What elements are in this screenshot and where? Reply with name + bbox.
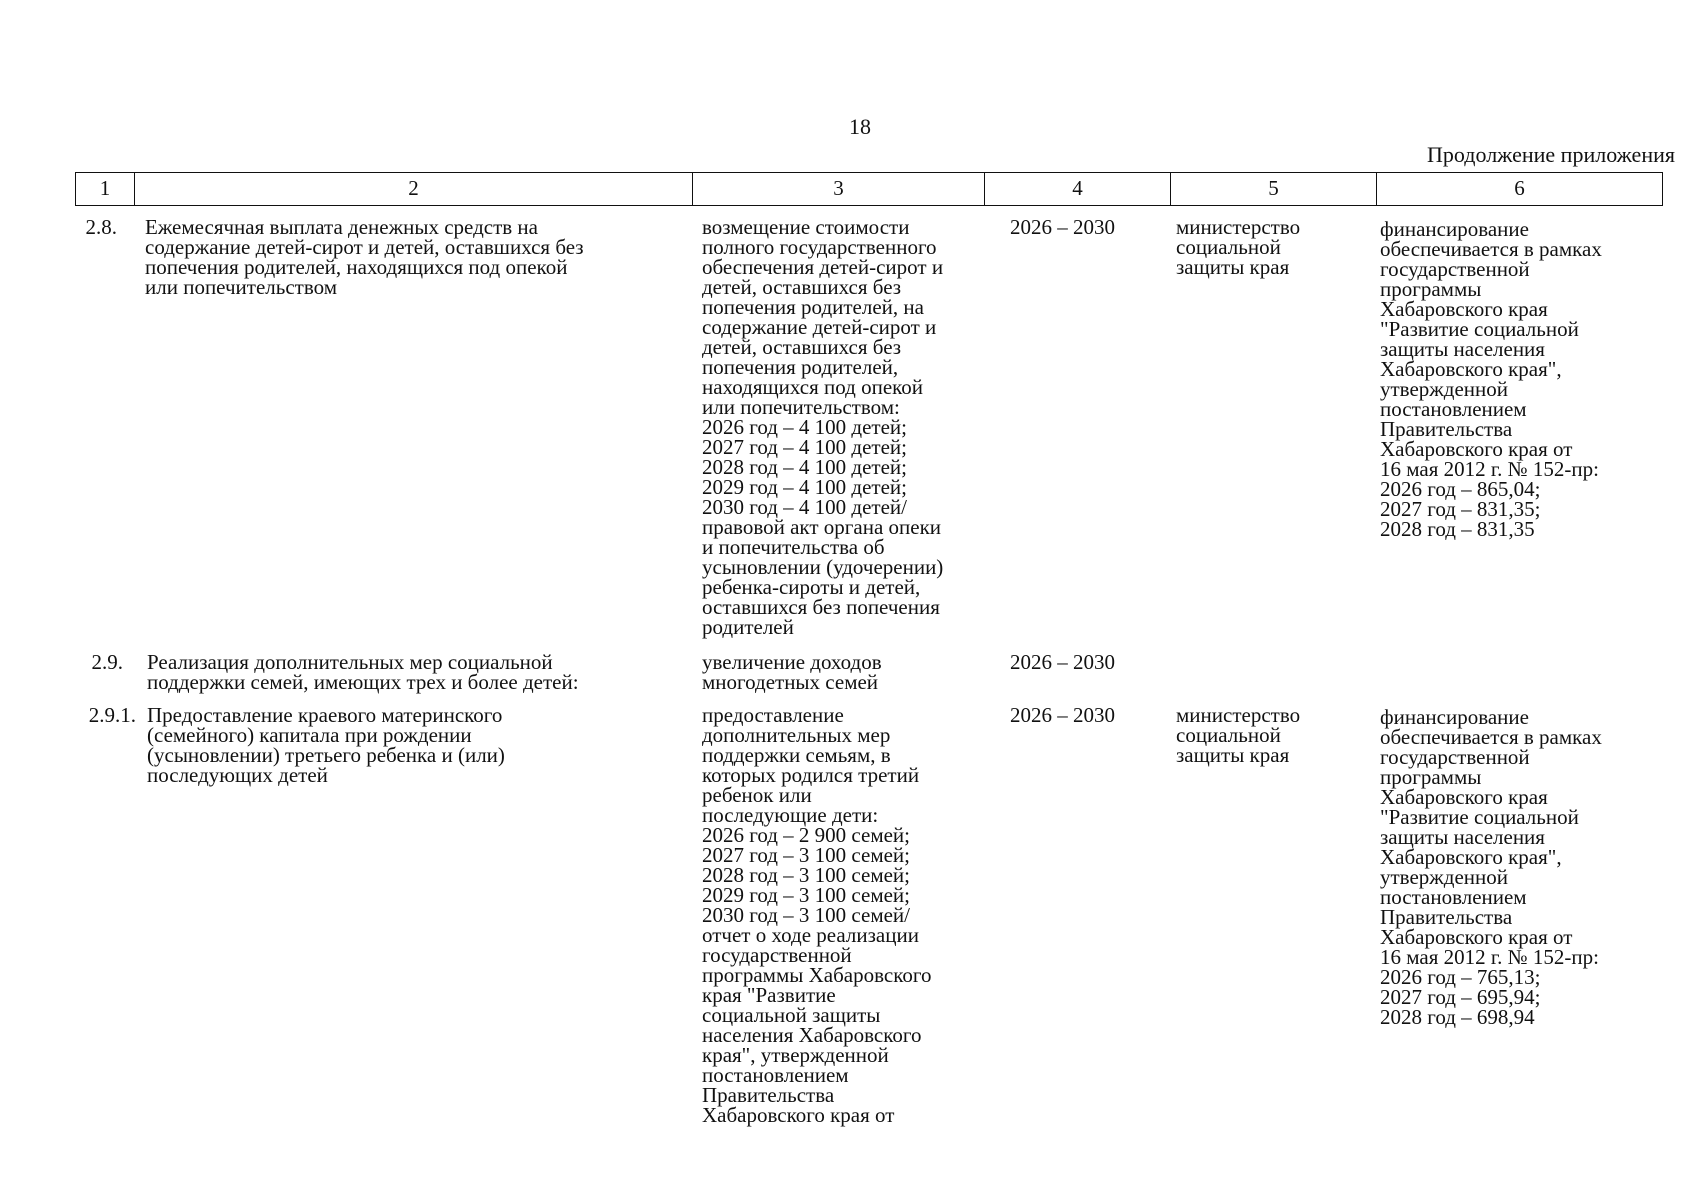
row-executor: министерство социальной защиты края: [1176, 703, 1301, 767]
header-cell-3: 3: [692, 173, 984, 205]
row-result: увеличение доходов многодетных семей: [702, 650, 882, 694]
header-cell-5: 5: [1170, 173, 1376, 205]
row-financing: финансирование обеспечивается в рамках государственной программы Хабаровского края "Развитие социальной защиты населения Хабаровского края", утвержденной постановлением Правительства Хабаровского края от 16 мая 2012 г. № 152-пр: 2026 год – 765,13; 2027 год – 695,94; 2028 год – 698,94: [1380, 705, 1602, 1029]
row-number: 2.9.1.: [88, 703, 136, 727]
row-number: 2.9.: [91, 650, 123, 674]
row-activity-name: Ежемесячная выплата денежных средств на содержание детей-сирот и детей, оставшихся без попечения родителей, находящихся под опекой или попечительством: [145, 215, 584, 299]
header-cell-6: 6: [1376, 173, 1662, 205]
row-activity-name: Предоставление краевого материнского (семейного) капитала при рождении (усыновлении) третьего ребенка и (или) последующих детей: [147, 703, 505, 787]
row-financing: финансирование обеспечивается в рамках государственной программы Хабаровского края "Развитие социальной защиты населения Хабаровского края", утвержденной постановлением Правительства Хабаровского края от 16 мая 2012 г. № 152-пр: 2026 год – 865,04; 2027 год – 831,35; 2028 год – 831,35: [1380, 217, 1602, 541]
row-result: предоставление дополнительных мер поддержки семьям, в которых родился третий ребенок или последующие дети: 2026 год – 2 900 семей; 2027 год – 3 100 семей; 2028 год – 3 100 семей; 2029 год – 3 100 семей; 2030 год – 3 100 семей/ отчет о ходе реализации государственной программы Хабаровского края "Развитие социальной защиты населения Хабаровского края", утвержденной постановлением Правительства Хабаровского края от: [702, 703, 932, 1127]
row-period: 2026 – 2030: [1010, 215, 1115, 239]
row-number: 2.8.: [85, 215, 117, 239]
row-activity-name: Реализация дополнительных мер социальной поддержки семей, имеющих трех и более детей:: [147, 650, 579, 694]
table-header-row: [75, 172, 1663, 206]
row-result: возмещение стоимости полного государственного обеспечения детей-сирот и детей, оставшихся без попечения родителей, на содержание детей-сирот и детей, оставшихся без попечения родителей, находящихся под опекой или попечительством: 2026 год – 4 100 детей; 2027 год – 4 100 детей; 2028 год – 4 100 детей; 2029 год – 4 100 детей; 2030 год – 4 100 детей/ правовой акт органа опеки и попечительства об усыновлении (удочерении) ребенка-сироты и детей, оставшихся без попечения родителей: [702, 215, 944, 639]
row-executor: министерство социальной защиты края: [1176, 215, 1301, 279]
header-cell-2: 2: [134, 173, 692, 205]
row-period: 2026 – 2030: [1010, 650, 1115, 674]
row-period: 2026 – 2030: [1010, 703, 1115, 727]
header-cell-1: 1: [99, 176, 111, 200]
header-cell-4: 4: [984, 173, 1170, 205]
page-number: 18: [849, 114, 871, 139]
continuation-label: Продолжение приложения: [1427, 142, 1675, 167]
